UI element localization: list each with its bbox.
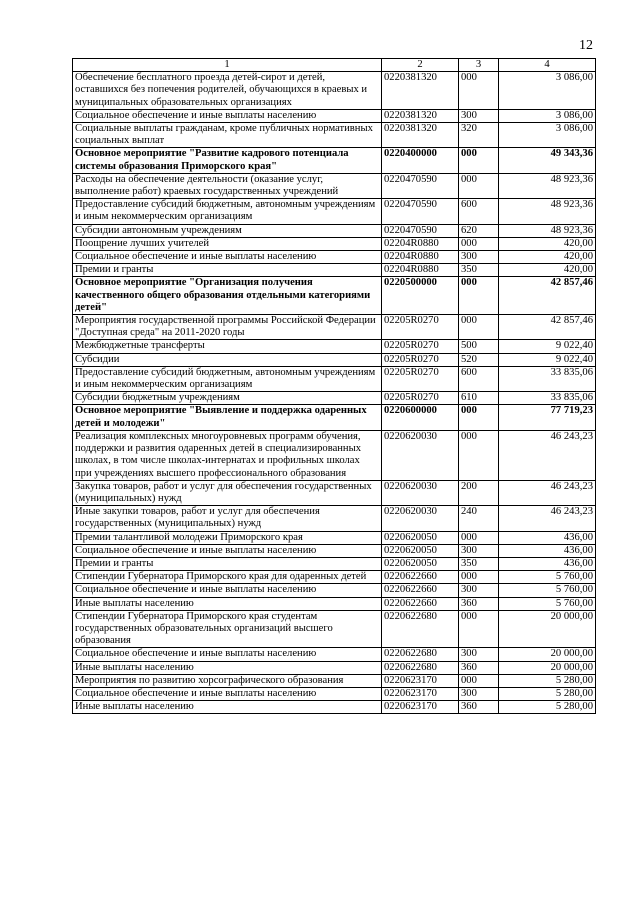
row-amount-cell: 5 760,00 [499, 584, 596, 597]
header-col-1: 1 [73, 59, 382, 72]
row-amount-cell: 3 086,00 [499, 72, 596, 110]
row-name-cell: Межбюджетные трансферты [73, 340, 382, 353]
row-amount-cell: 9 022,40 [499, 340, 596, 353]
row-amount-cell: 436,00 [499, 544, 596, 557]
row-name-cell: Предоставление субсидий бюджетным, автономным учреждениям и иным некоммерческим организациям [73, 199, 382, 224]
row-code-cell: 0220381320 [382, 109, 459, 122]
row-amount-cell: 9 022,40 [499, 353, 596, 366]
row-code-cell: 0220622660 [382, 597, 459, 610]
row-type-cell: 000 [459, 430, 499, 480]
table-row [73, 674, 596, 687]
row-type-cell: 320 [459, 123, 499, 148]
row-code-cell: 0220622680 [382, 661, 459, 674]
row-type-cell: 000 [459, 405, 499, 430]
row-type-cell: 300 [459, 687, 499, 700]
row-amount-cell: 77 719,23 [499, 405, 596, 430]
table-row [73, 353, 596, 366]
row-type-cell: 000 [459, 277, 499, 315]
row-name-cell: Реализация комплексных многоуровневых программ обучения, поддержки и развития одаренных детей в специализированных школах, в том числе школах-интернатах и профильных школах при учреждениях высшего профессионального образования [73, 430, 382, 480]
row-amount-cell: 42 857,46 [499, 277, 596, 315]
row-name-cell: Субсидии [73, 353, 382, 366]
row-amount-cell: 20 000,00 [499, 610, 596, 648]
row-code-cell: 02205R0270 [382, 353, 459, 366]
table-row [73, 430, 596, 480]
row-code-cell: 0220381320 [382, 72, 459, 110]
row-name-cell: Социальное обеспечение и иные выплаты населению [73, 687, 382, 700]
row-type-cell: 300 [459, 109, 499, 122]
row-code-cell: 0220620050 [382, 557, 459, 570]
table-header-row [73, 59, 596, 72]
row-name-cell: Социальное обеспечение и иные выплаты населению [73, 109, 382, 122]
row-name-cell: Закупка товаров, работ и услуг для обеспечения государственных (муниципальных) нужд [73, 480, 382, 505]
row-type-cell: 350 [459, 557, 499, 570]
table-row [73, 123, 596, 148]
row-type-cell: 520 [459, 353, 499, 366]
table-row [73, 661, 596, 674]
table-row [73, 506, 596, 531]
row-type-cell: 300 [459, 648, 499, 661]
table-row [73, 264, 596, 277]
row-code-cell: 0220470590 [382, 199, 459, 224]
row-amount-cell: 5 280,00 [499, 701, 596, 714]
table-row [73, 648, 596, 661]
table-row [73, 251, 596, 264]
row-amount-cell: 436,00 [499, 557, 596, 570]
row-name-cell: Социальное обеспечение и иные выплаты населению [73, 251, 382, 264]
row-code-cell: 0220623170 [382, 701, 459, 714]
row-amount-cell: 48 923,36 [499, 173, 596, 198]
row-code-cell: 0220623170 [382, 674, 459, 687]
row-code-cell: 0220620050 [382, 531, 459, 544]
row-amount-cell: 3 086,00 [499, 123, 596, 148]
row-amount-cell: 20 000,00 [499, 648, 596, 661]
header-col-2: 2 [382, 59, 459, 72]
row-name-cell: Социальное обеспечение и иные выплаты населению [73, 544, 382, 557]
table-row [73, 237, 596, 250]
row-type-cell: 300 [459, 584, 499, 597]
table-row [73, 405, 596, 430]
table-row [73, 340, 596, 353]
header-col-3: 3 [459, 59, 499, 72]
row-amount-cell: 5 280,00 [499, 674, 596, 687]
row-name-cell: Мероприятия государственной программы Российской Федерации "Доступная среда" на 2011-2020 годы [73, 315, 382, 340]
row-type-cell: 000 [459, 72, 499, 110]
row-code-cell: 0220400000 [382, 148, 459, 173]
row-type-cell: 600 [459, 366, 499, 391]
row-type-cell: 000 [459, 531, 499, 544]
row-amount-cell: 436,00 [499, 531, 596, 544]
row-name-cell: Иные выплаты населению [73, 701, 382, 714]
row-amount-cell: 46 243,23 [499, 430, 596, 480]
row-type-cell: 000 [459, 674, 499, 687]
row-type-cell: 000 [459, 173, 499, 198]
row-name-cell: Премии и гранты [73, 557, 382, 570]
row-name-cell: Иные выплаты населению [73, 661, 382, 674]
row-code-cell: 02205R0270 [382, 366, 459, 391]
row-code-cell: 0220381320 [382, 123, 459, 148]
table-row [73, 571, 596, 584]
table-row [73, 277, 596, 315]
row-name-cell: Стипендии Губернатора Приморского края студентам государственных образовательных организаций высшего образования [73, 610, 382, 648]
row-code-cell: 02205R0270 [382, 392, 459, 405]
row-name-cell: Иные выплаты населению [73, 597, 382, 610]
row-name-cell: Обеспечение бесплатного проезда детей-сирот и детей, оставшихся без попечения родителей, обучающихся в краевых и муниципальных образовательных организациях [73, 72, 382, 110]
row-name-cell: Расходы на обеспечение деятельности (оказание услуг, выполнение работ) краевых государственных учреждений [73, 173, 382, 198]
table-row [73, 224, 596, 237]
row-code-cell: 0220623170 [382, 687, 459, 700]
row-code-cell: 02205R0270 [382, 315, 459, 340]
row-amount-cell: 420,00 [499, 264, 596, 277]
row-amount-cell: 5 280,00 [499, 687, 596, 700]
row-code-cell: 0220470590 [382, 224, 459, 237]
table-row [73, 109, 596, 122]
row-code-cell: 02204R0880 [382, 237, 459, 250]
row-type-cell: 500 [459, 340, 499, 353]
row-amount-cell: 33 835,06 [499, 392, 596, 405]
row-type-cell: 610 [459, 392, 499, 405]
row-name-cell: Премии талантливой молодежи Приморского края [73, 531, 382, 544]
row-name-cell: Предоставление субсидий бюджетным, автономным учреждениям и иным некоммерческим организациям [73, 366, 382, 391]
table-row [73, 148, 596, 173]
row-amount-cell: 420,00 [499, 237, 596, 250]
table-row [73, 315, 596, 340]
table-row [73, 557, 596, 570]
row-name-cell: Мероприятия по развитию хорсографического образования [73, 674, 382, 687]
table-row [73, 173, 596, 198]
row-amount-cell: 3 086,00 [499, 109, 596, 122]
row-name-cell: Субсидии автономным учреждениям [73, 224, 382, 237]
row-code-cell: 0220620030 [382, 430, 459, 480]
row-type-cell: 000 [459, 571, 499, 584]
row-code-cell: 0220620050 [382, 544, 459, 557]
row-code-cell: 0220620030 [382, 506, 459, 531]
row-amount-cell: 5 760,00 [499, 597, 596, 610]
table-row [73, 597, 596, 610]
row-amount-cell: 49 343,36 [499, 148, 596, 173]
row-code-cell: 02204R0880 [382, 251, 459, 264]
row-type-cell: 000 [459, 315, 499, 340]
table-row [73, 72, 596, 110]
row-name-cell: Стипендии Губернатора Приморского края для одаренных детей [73, 571, 382, 584]
row-type-cell: 620 [459, 224, 499, 237]
table-row [73, 531, 596, 544]
row-code-cell: 02204R0880 [382, 264, 459, 277]
row-amount-cell: 420,00 [499, 251, 596, 264]
row-type-cell: 240 [459, 506, 499, 531]
row-name-cell: Премии и гранты [73, 264, 382, 277]
row-type-cell: 360 [459, 701, 499, 714]
row-type-cell: 360 [459, 597, 499, 610]
row-amount-cell: 33 835,06 [499, 366, 596, 391]
table-row [73, 199, 596, 224]
row-name-cell: Поощрение лучших учителей [73, 237, 382, 250]
row-type-cell: 600 [459, 199, 499, 224]
table-row [73, 687, 596, 700]
table-row [73, 584, 596, 597]
row-type-cell: 350 [459, 264, 499, 277]
header-col-4: 4 [499, 59, 596, 72]
row-code-cell: 0220620030 [382, 480, 459, 505]
row-name-cell: Основное мероприятие "Выявление и поддержка одаренных детей и молодежи" [73, 405, 382, 430]
row-name-cell: Основное мероприятие "Организация получения качественного общего образования отдельными категориями детей" [73, 277, 382, 315]
table-row [73, 701, 596, 714]
table-row [73, 366, 596, 391]
row-type-cell: 360 [459, 661, 499, 674]
row-amount-cell: 48 923,36 [499, 224, 596, 237]
row-type-cell: 300 [459, 251, 499, 264]
row-code-cell: 0220600000 [382, 405, 459, 430]
row-type-cell: 300 [459, 544, 499, 557]
row-type-cell: 200 [459, 480, 499, 505]
row-amount-cell: 5 760,00 [499, 571, 596, 584]
row-code-cell: 0220622660 [382, 584, 459, 597]
table-row [73, 480, 596, 505]
budget-table [72, 58, 596, 714]
row-code-cell: 02205R0270 [382, 340, 459, 353]
row-amount-cell: 42 857,46 [499, 315, 596, 340]
table-row [73, 392, 596, 405]
row-name-cell: Социальное обеспечение и иные выплаты населению [73, 584, 382, 597]
row-type-cell: 000 [459, 610, 499, 648]
row-code-cell: 0220622660 [382, 571, 459, 584]
page-number: 12 [579, 38, 593, 53]
row-amount-cell: 20 000,00 [499, 661, 596, 674]
row-code-cell: 0220622680 [382, 610, 459, 648]
row-type-cell: 000 [459, 148, 499, 173]
row-type-cell: 000 [459, 237, 499, 250]
row-amount-cell: 46 243,23 [499, 480, 596, 505]
row-amount-cell: 46 243,23 [499, 506, 596, 531]
row-name-cell: Субсидии бюджетным учреждениям [73, 392, 382, 405]
table-row [73, 610, 596, 648]
row-code-cell: 0220622680 [382, 648, 459, 661]
row-name-cell: Социальное обеспечение и иные выплаты населению [73, 648, 382, 661]
row-code-cell: 0220500000 [382, 277, 459, 315]
table-row [73, 544, 596, 557]
row-name-cell: Иные закупки товаров, работ и услуг для обеспечения государственных (муниципальных) нужд [73, 506, 382, 531]
row-amount-cell: 48 923,36 [499, 199, 596, 224]
row-code-cell: 0220470590 [382, 173, 459, 198]
row-name-cell: Социальные выплаты гражданам, кроме публичных нормативных социальных выплат [73, 123, 382, 148]
row-name-cell: Основное мероприятие "Развитие кадрового потенциала системы образования Приморского края" [73, 148, 382, 173]
